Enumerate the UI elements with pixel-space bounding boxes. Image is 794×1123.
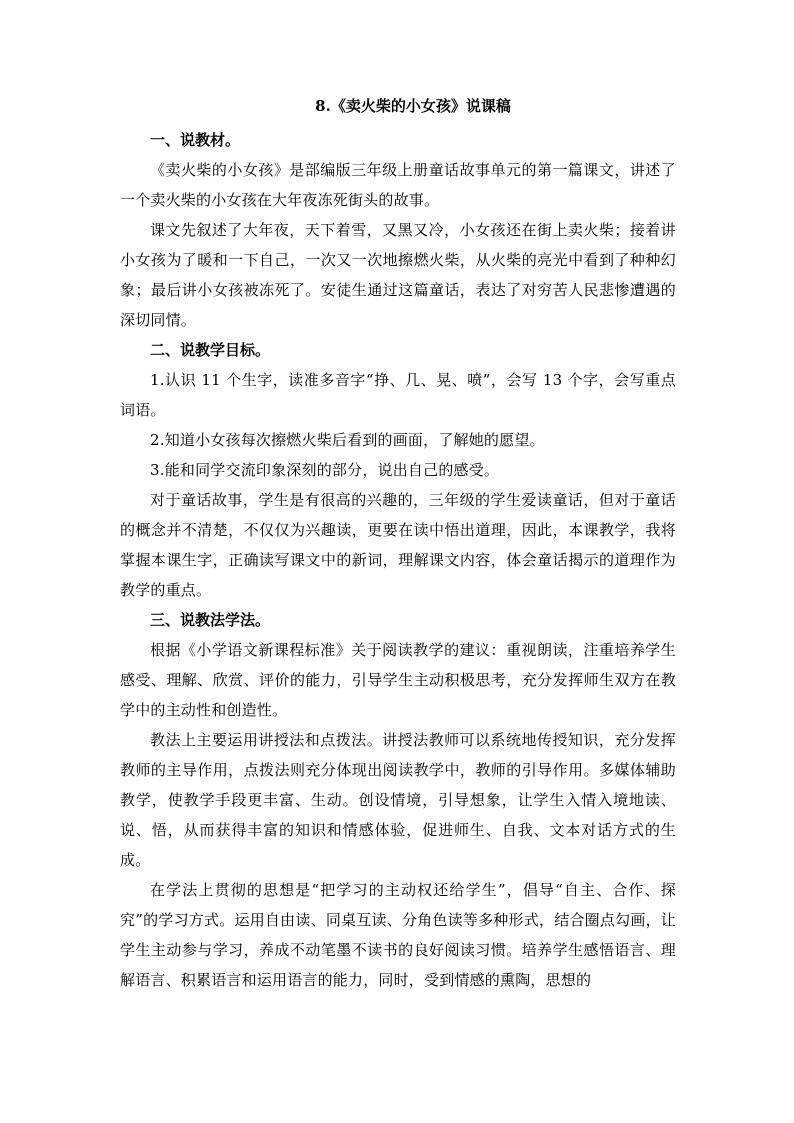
paragraph: 根据《小学语文新课程标准》关于阅读教学的建议：重视朗读，注重培养学生感受、理解、欣赏、评价的能力，引导学生主动积极思考，充分发挥师生双方在教学中的主动性和创造性。 [120, 641, 676, 719]
paragraph: 2.知道小女孩每次擦燃火柴后看到的画面，了解她的愿望。 [150, 431, 545, 449]
document-page [120, 95, 676, 995]
paragraph: 课文先叙述了大年夜，天下着雪，又黑又冷，小女孩还在街上卖火柴；接着讲小女孩为了暖和一下自己，一次又一次地擦燃火柴，从火柴的亮光中看到了种种幻象；最后讲小女孩被冻死了。安徒生通过这篇童话，表达了对穷苦人民悲惨遭遇的深切同情。 [120, 221, 676, 329]
paragraph: 教法上主要运用讲授法和点拨法。讲授法教师可以系统地传授知识，充分发挥教师的主导作用，点拨法则充分体现出阅读教学中，教师的引导作用。多媒体辅助教学，使教学手段更丰富、生动。创设情境，引导想象，让学生入情入境地读、说、悟，从而获得丰富的知识和情感体验，促进师生、自我、文本对话方式的生成。 [120, 731, 676, 869]
paragraph: 在学法上贯彻的思想是“把学习的主动权还给学生”，倡导“自主、合作、探究”的学习方式。运用自由读、同桌互读、分角色读等多种形式，结合圈点勾画，让学生主动参与学习，养成不动笔墨不读书的良好阅读习惯。培养学生感悟语言、理解语言、积累语言和运用语言的能力，同时，受到情感的熏陶，思想的 [120, 881, 676, 989]
paragraph: 1.认识 11 个生字，读准多音字“挣、几、晃、喷”，会写 13 个字，会写重点词语。 [120, 371, 676, 419]
section-heading-methods: 三、说教法学法。 [150, 611, 271, 629]
document-title: 8.《卖火柴的小女孩》说课稿 [315, 97, 511, 115]
section-heading-textbook: 一、说教材。 [150, 131, 241, 149]
paragraph: 对于童话故事，学生是有很高的兴趣的，三年级的学生爱读童话，但对于童话的概念并不清楚，不仅仅为兴趣读，更要在读中悟出道理，因此，本课教学，我将掌握本课生字，正确读写课文中的新词，理解课文内容，体会童话揭示的道理作为教学的重点。 [120, 491, 676, 599]
paragraph: 3.能和同学交流印象深刻的部分，说出自己的感受。 [150, 461, 500, 479]
paragraph: 《卖火柴的小女孩》是部编版三年级上册童话故事单元的第一篇课文，讲述了一个卖火柴的小女孩在大年夜冻死街头的故事。 [120, 161, 676, 209]
section-heading-objectives: 二、说教学目标。 [150, 341, 271, 359]
